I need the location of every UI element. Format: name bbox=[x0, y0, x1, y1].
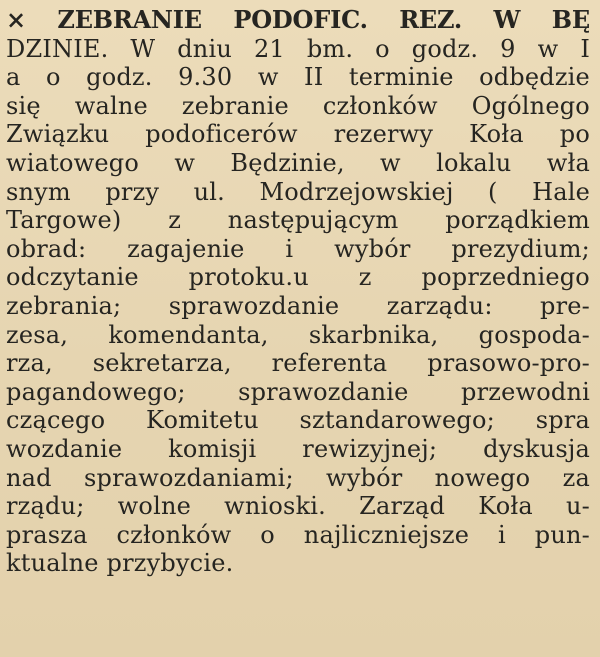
word: zagajenie bbox=[127, 234, 245, 263]
word: o bbox=[46, 63, 61, 92]
text-line-9 bbox=[6, 235, 590, 264]
word: członków bbox=[116, 520, 232, 549]
word: I bbox=[580, 34, 590, 63]
word: 21 bbox=[253, 34, 285, 63]
text-line-6 bbox=[6, 149, 590, 178]
word: Hale bbox=[532, 177, 590, 206]
word: rewizyjnej; bbox=[302, 434, 438, 463]
word: następującym bbox=[227, 206, 399, 235]
word: obrad: bbox=[6, 234, 87, 263]
text-line-20-content: ktualne przybycie. bbox=[6, 549, 234, 578]
text-line-4 bbox=[6, 92, 590, 121]
word: sztandarowego; bbox=[299, 406, 495, 435]
text-line-14 bbox=[6, 378, 590, 407]
word: sprawozdaniami; bbox=[84, 463, 294, 492]
word: godz. bbox=[86, 63, 153, 92]
word: wybór bbox=[334, 234, 411, 263]
word: wnioski. bbox=[224, 492, 327, 521]
word: o bbox=[260, 520, 275, 549]
headline-line-1 bbox=[6, 6, 590, 35]
word: Targowe) bbox=[6, 206, 122, 235]
word: 9 bbox=[500, 34, 516, 63]
word: zarządu: bbox=[386, 291, 493, 320]
word: DZINIE. bbox=[6, 34, 109, 63]
word: wybór bbox=[326, 463, 403, 492]
word: poprzedniego bbox=[421, 263, 590, 292]
word: W bbox=[130, 34, 156, 63]
text-line-10 bbox=[6, 263, 590, 292]
word: po bbox=[559, 120, 590, 149]
word: 9.30 bbox=[178, 63, 233, 92]
word: referenta bbox=[271, 349, 388, 378]
word: ZEBRANIE bbox=[57, 5, 202, 34]
text-line-7 bbox=[6, 178, 590, 207]
word: walne bbox=[74, 91, 148, 120]
word: wozdanie bbox=[6, 434, 123, 463]
word: odbędzie bbox=[479, 63, 590, 92]
word: gospoda- bbox=[478, 320, 590, 349]
word: rządu; bbox=[6, 492, 85, 521]
word: sprawozdanie bbox=[238, 377, 409, 406]
word: × bbox=[6, 5, 26, 34]
word: lokalu bbox=[436, 148, 512, 177]
word: i bbox=[498, 520, 506, 549]
word: REZ. bbox=[399, 5, 463, 34]
word: nowego bbox=[434, 463, 531, 492]
word: się bbox=[6, 91, 41, 120]
word: podoficerów bbox=[145, 120, 298, 149]
text-line-17 bbox=[6, 464, 590, 493]
word: najliczniejsze bbox=[303, 520, 470, 549]
word: prezydium; bbox=[451, 234, 590, 263]
word: o bbox=[375, 34, 390, 63]
word: dniu bbox=[177, 34, 232, 63]
word: Będzinie, bbox=[230, 148, 345, 177]
word: członków bbox=[322, 91, 438, 120]
word: Koła bbox=[478, 492, 533, 521]
word: godz. bbox=[411, 34, 479, 63]
word: Związku bbox=[6, 120, 110, 149]
word: Komitetu bbox=[146, 406, 259, 435]
word: wła bbox=[546, 148, 590, 177]
word: za bbox=[562, 463, 590, 492]
word: zebranie bbox=[181, 91, 289, 120]
word: Koła bbox=[469, 120, 524, 149]
text-line-15 bbox=[6, 406, 590, 435]
word: przewodni bbox=[461, 377, 590, 406]
text-line-12 bbox=[6, 321, 590, 350]
word: nad bbox=[6, 463, 52, 492]
word: rezerwy bbox=[333, 120, 434, 149]
word: BĘ bbox=[551, 5, 590, 34]
word: odczytanie bbox=[6, 263, 139, 292]
word: wolne bbox=[117, 492, 191, 521]
word: porządkiem bbox=[445, 206, 590, 235]
word: sekretarza, bbox=[92, 349, 232, 378]
word: terminie bbox=[348, 63, 454, 92]
word: a bbox=[6, 63, 21, 92]
word: wiatowego bbox=[6, 148, 139, 177]
word: u- bbox=[566, 492, 590, 521]
word: komendanta, bbox=[108, 320, 269, 349]
word: z bbox=[168, 206, 182, 235]
word: Zarząd bbox=[359, 492, 446, 521]
word: pun- bbox=[534, 520, 590, 549]
word: snym bbox=[6, 177, 71, 206]
word: zesa, bbox=[6, 320, 69, 349]
word: i bbox=[285, 234, 294, 263]
word: ul. bbox=[193, 177, 226, 206]
word: sprawozdanie bbox=[168, 291, 340, 320]
word: w bbox=[257, 63, 279, 92]
word: z bbox=[358, 263, 372, 292]
word: skarbnika, bbox=[308, 320, 439, 349]
text-line-5 bbox=[6, 120, 590, 149]
word: przy bbox=[105, 177, 160, 206]
word: Ogólnego bbox=[471, 91, 590, 120]
word: W bbox=[493, 5, 521, 34]
word: dyskusja bbox=[483, 434, 590, 463]
word: rza, bbox=[6, 349, 53, 378]
word: Modrzejowskiej bbox=[259, 177, 454, 206]
text-line-13 bbox=[6, 349, 590, 378]
text-line-19 bbox=[6, 521, 590, 550]
text-line-11 bbox=[6, 292, 590, 321]
text-line-3 bbox=[6, 63, 590, 92]
word: protoku.u bbox=[188, 263, 309, 292]
word: spra bbox=[535, 406, 590, 435]
text-line-2 bbox=[6, 35, 590, 64]
text-line-18 bbox=[6, 492, 590, 521]
word: prasza bbox=[6, 520, 88, 549]
text-line-16 bbox=[6, 435, 590, 464]
word: pre- bbox=[540, 291, 590, 320]
word: w bbox=[174, 148, 196, 177]
word: w bbox=[537, 34, 559, 63]
word: PODOFIC. bbox=[233, 5, 368, 34]
word: pagandowego; bbox=[6, 377, 186, 406]
word: ( bbox=[488, 177, 498, 206]
word: bm. bbox=[306, 34, 354, 63]
word: zebrania; bbox=[6, 291, 122, 320]
word: czącego bbox=[6, 406, 106, 435]
text-line-8 bbox=[6, 206, 590, 235]
word: II bbox=[304, 63, 324, 92]
word: w bbox=[380, 148, 401, 177]
word: komisji bbox=[168, 434, 257, 463]
text-line-20-last bbox=[6, 549, 590, 578]
word: prasowo-pro- bbox=[427, 349, 590, 378]
